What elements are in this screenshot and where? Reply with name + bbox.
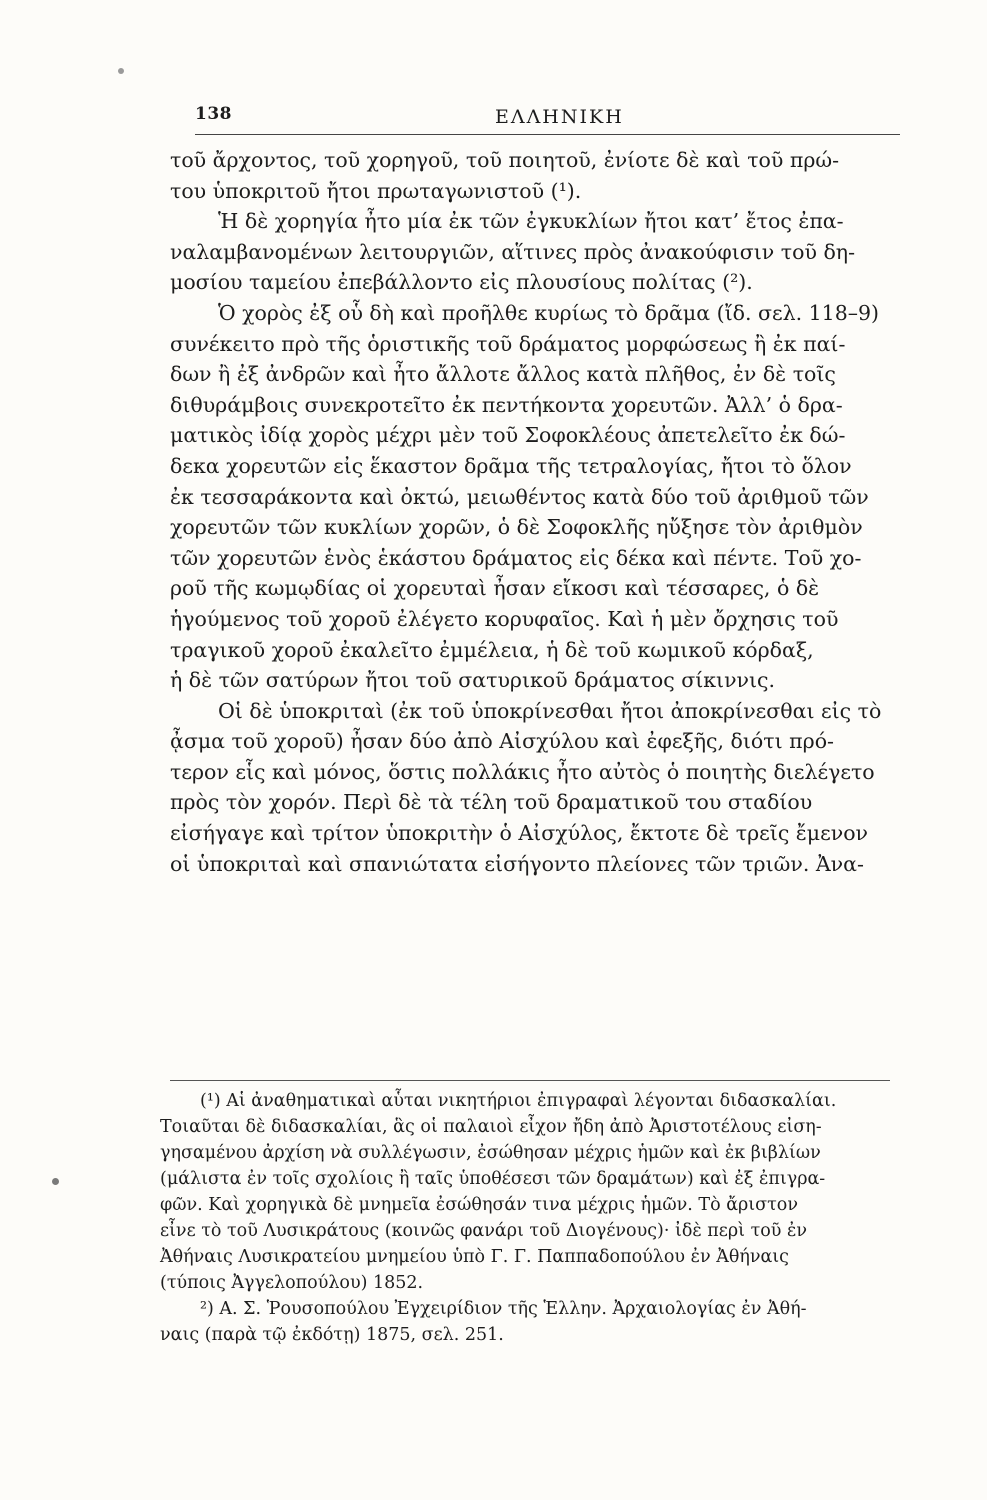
text-line: ἡ δὲ τῶν σατύρων ἤτοι τοῦ σατυρικοῦ δράματος σίκιννις.	[170, 668, 776, 693]
footnote-line: εἶνε τὸ τοῦ Λυσικράτους (κοινῶς φανάρι τοῦ Διογένους)· ἰδὲ περὶ τοῦ ἐν	[160, 1221, 808, 1241]
text-line: χορευτῶν τῶν κυκλίων χορῶν, ὁ δὲ Σοφοκλῆς ηὔξησε τὸν ἀριθμὸν	[170, 515, 863, 540]
ink-speck	[118, 68, 124, 74]
running-head: ΕΛΛΗΝΙΚΗ	[495, 106, 624, 128]
text-line: τῶν χορευτῶν ἑνὸς ἑκάστου δράματος εἰς δέκα καὶ πέντε. Τοῦ χο-	[170, 545, 862, 570]
paragraph-4	[170, 696, 910, 880]
paragraph-2	[170, 206, 910, 298]
page-number: 138	[195, 104, 232, 124]
text-line: Οἱ δὲ ὑποκριταὶ (ἐκ τοῦ ὑποκρίνεσθαι ἤτοι ἀποκρίνεσθαι εἰς τὸ	[218, 698, 882, 723]
text-line: πρὸς τὸν χορόν. Περὶ δὲ τὰ τέλη τοῦ δραματικοῦ του σταδίου	[170, 790, 813, 815]
text-line: του ὑποκριτοῦ ἤτοι πρωταγωνιστοῦ (¹).	[170, 178, 582, 203]
paragraph-1	[170, 145, 910, 206]
footnote-line: (τύποις Ἀγγελοπούλου) 1852.	[160, 1273, 424, 1293]
text-line: τερον εἷς καὶ μόνος, ὅστις πολλάκις ἦτο αὐτὸς ὁ ποιητὴς διελέγετο	[170, 759, 875, 784]
footnotes	[160, 1088, 900, 1348]
paragraph-3	[170, 298, 910, 696]
text-line: δων ἢ ἐξ ἀνδρῶν καὶ ἦτο ἄλλοτε ἄλλος κατὰ πλῆθος, ἐν δὲ τοῖς	[170, 362, 836, 387]
footnote-line: (¹) Αἱ ἀναθηματικαὶ αὗται νικητήριοι ἐπιγραφαὶ λέγονται διδασκαλίαι.	[200, 1091, 837, 1111]
body-text	[170, 145, 910, 879]
text-line: μοσίου ταμείου ἐπεβάλλοντο εἰς πλουσίους πολίτας (²).	[170, 270, 753, 295]
text-line: δεκα χορευτῶν εἰς ἕκαστον δρᾶμα τῆς τετραλογίας, ἤτοι τὸ ὅλον	[170, 453, 852, 478]
footnote-line: Τοιαῦται δὲ διδασκαλίαι, ἃς οἱ παλαιοὶ εἶχον ἤδη ἀπὸ Ἀριστοτέλους εἰση-	[160, 1117, 822, 1137]
text-line: διθυράμβοις συνεκροτεῖτο ἐκ πεντήκοντα χορευτῶν. Ἀλλ’ ὁ δρα-	[170, 392, 843, 417]
footnote-line: ²) Α. Σ. Ῥουσοπούλου Ἐγχειρίδιον τῆς Ἑλλην. Ἀρχαιολογίας ἐν Ἀθή-	[200, 1299, 807, 1319]
footnote-1	[160, 1088, 900, 1296]
text-line: ναλαμβανομένων λειτουργιῶν, αἵτινες πρὸς ἀνακούφισιν τοῦ δη-	[170, 239, 855, 264]
text-line: ματικὸς ἰδίᾳ χορὸς μέχρι μὲν τοῦ Σοφοκλέους ἀπετελεῖτο ἐκ δώ-	[170, 423, 846, 448]
page-header	[195, 100, 900, 135]
text-line: Ἡ δὲ χορηγία ἦτο μία ἐκ τῶν ἐγκυκλίων ἤτοι κατ’ ἔτος ἐπα-	[218, 209, 844, 234]
text-line: τραγικοῦ χοροῦ ἐκαλεῖτο ἐμμέλεια, ἡ δὲ τοῦ κωμικοῦ κόρδαξ,	[170, 637, 814, 662]
footnote-divider	[170, 1080, 890, 1081]
footnote-line: ναις (παρὰ τῷ ἐκδότῃ) 1875, σελ. 251.	[160, 1325, 504, 1345]
text-line: ροῦ τῆς κωμῳδίας οἱ χορευταὶ ἦσαν εἴκοσι καὶ τέσσαρες, ὁ δὲ	[170, 576, 820, 601]
ink-speck	[52, 1178, 59, 1185]
text-line: ἡγούμενος τοῦ χοροῦ ἐλέγετο κορυφαῖος. Καὶ ἡ μὲν ὄρχησις τοῦ	[170, 606, 839, 631]
text-line: εἰσήγαγε καὶ τρίτον ὑποκριτὴν ὁ Αἰσχύλος, ἔκτοτε δὲ τρεῖς ἔμενον	[170, 821, 869, 846]
text-line: ᾆσμα τοῦ χοροῦ) ἦσαν δύο ἀπὸ Αἰσχύλου καὶ ἐφεξῆς, διότι πρό-	[170, 729, 834, 754]
footnote-line: (μάλιστα ἐν τοῖς σχολίοις ἢ ταῖς ὑποθέσεσι τῶν δραμάτων) καὶ ἐξ ἐπιγρα-	[160, 1169, 826, 1189]
text-line: ἐκ τεσσαράκοντα καὶ ὀκτώ, μειωθέντος κατὰ δύο τοῦ ἀριθμοῦ τῶν	[170, 484, 869, 509]
footnote-2	[160, 1296, 900, 1348]
footnote-line: Ἀθήναις Λυσικρατείου μνημείου ὑπὸ Γ. Γ. Παππαδοπούλου ἐν Ἀθήναις	[160, 1247, 789, 1267]
footnote-line: φῶν. Καὶ χορηγικὰ δὲ μνημεῖα ἐσώθησάν τινα μέχρις ἡμῶν. Τὸ ἄριστον	[160, 1195, 798, 1215]
text-line: συνέκειτο πρὸ τῆς ὁριστικῆς τοῦ δράματος μορφώσεως ἢ ἐκ παί-	[170, 331, 846, 356]
text-line: οἱ ὑποκριταὶ καὶ σπανιώτατα εἰσήγοντο πλείονες τῶν τριῶν. Ἀνα-	[170, 851, 864, 876]
text-line: Ὁ χορὸς ἐξ οὗ δὴ καὶ προῆλθε κυρίως τὸ δρᾶμα (ἴδ. σελ. 118–9)	[218, 300, 880, 325]
footnote-line: γησαμένου ἀρχίση νὰ συλλέγωσιν, ἐσώθησαν μέχρις ἡμῶν καὶ ἐκ βιβλίων	[160, 1143, 821, 1163]
text-line: τοῦ ἄρχοντος, τοῦ χορηγοῦ, τοῦ ποιητοῦ, ἐνίοτε δὲ καὶ τοῦ πρώ-	[170, 148, 840, 172]
